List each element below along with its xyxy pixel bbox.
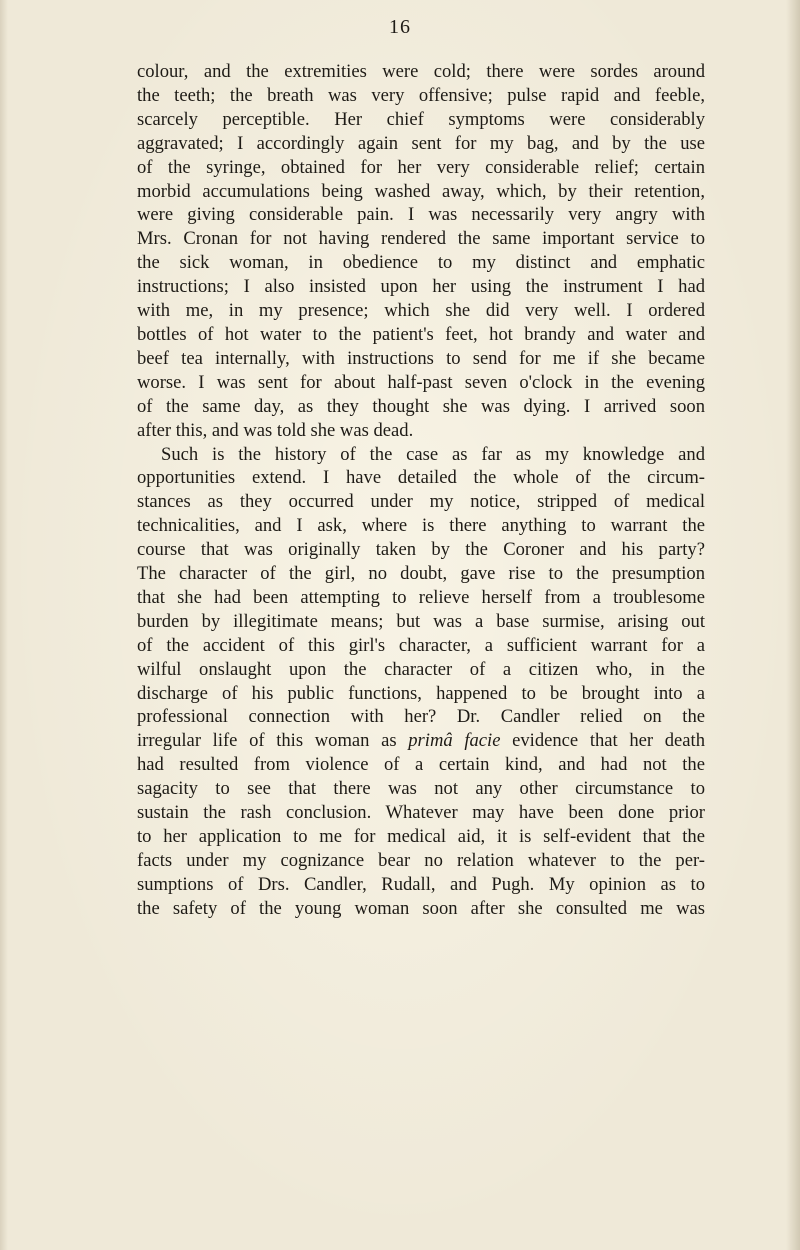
text-line: instructions; I also insisted upon her using the instrument I had: [137, 276, 705, 298]
page-right-shadow: [786, 0, 800, 1250]
text-line: of the same day, as they thought she was dying. I arrived soon: [137, 395, 705, 417]
italic-phrase: primâ facie: [408, 730, 501, 752]
text-line: technicalities, and I ask, where is there anything to warrant the: [137, 515, 705, 537]
text-line: morbid accumulations being washed away, which, by their retention,: [137, 180, 705, 202]
text-line: the safety of the young woman soon after she consulted me was: [137, 897, 705, 919]
text-segment: irregular life of this woman as: [137, 730, 397, 752]
paragraph-start-line: Such is the history of the case as far as my knowledge and: [161, 443, 705, 465]
text-line: sumptions of Drs. Candler, Rudall, and Pugh. My opinion as to: [137, 873, 705, 895]
text-line: of the syringe, obtained for her very considerable relief; certain: [137, 156, 705, 178]
text-line: sustain the rash conclusion. Whatever may have been done prior: [137, 802, 705, 824]
text-line: bottles of hot water to the patient's feet, hot brandy and water and: [137, 323, 705, 345]
text-line: beef tea internally, with instructions to send for me if she became: [137, 347, 705, 369]
text-line: stances as they occurred under my notice, stripped of medical: [137, 491, 705, 513]
text-line: The character of the girl, no doubt, gave rise to the presumption: [137, 563, 705, 585]
text-segment: evidence that her death: [512, 730, 705, 752]
text-line: worse. I was sent for about half-past seven o'clock in the evening: [137, 371, 705, 393]
text-line: of the accident of this girl's character, a sufficient warrant for a: [137, 634, 705, 656]
text-line: the teeth; the breath was very offensive; pulse rapid and feeble,: [137, 84, 705, 106]
text-line: had resulted from violence of a certain kind, and had not the: [137, 754, 705, 776]
text-line: professional connection with her? Dr. Candler relied on the: [137, 706, 705, 728]
text-line: discharge of his public functions, happened to be brought into a: [137, 682, 705, 704]
page-number: 16: [389, 16, 411, 38]
text-line: sagacity to see that there was not any other circumstance to: [137, 778, 705, 800]
text-line: course that was originally taken by the Coroner and his party?: [137, 539, 705, 561]
text-line: burden by illegitimate means; but was a base surmise, arising out: [137, 610, 705, 632]
text-line: opportunities extend. I have detailed the whole of the circum-: [137, 467, 705, 489]
body-text: [137, 60, 705, 921]
text-line: with me, in my presence; which she did very well. I ordered: [137, 300, 705, 322]
text-line: that she had been attempting to relieve herself from a troublesome: [137, 586, 705, 608]
text-line: the sick woman, in obedience to my distinct and emphatic: [137, 252, 705, 274]
text-line: were giving considerable pain. I was necessarily very angry with: [137, 204, 705, 226]
text-line: to her application to me for medical aid, it is self-evident that the: [137, 826, 705, 847]
text-line: colour, and the extremities were cold; there were sordes around: [137, 61, 705, 82]
text-line: aggravated; I accordingly again sent for my bag, and by the use: [137, 132, 705, 154]
text-line: after this, and was told she was dead.: [137, 419, 414, 441]
text-line: wilful onslaught upon the character of a citizen who, in the: [137, 658, 705, 680]
text-line: scarcely perceptible. Her chief symptoms were considerably: [137, 108, 705, 130]
text-line: facts under my cognizance bear no relation whatever to the per-: [137, 849, 705, 871]
page-left-shadow: [0, 0, 8, 1250]
text-line-with-italic: [137, 729, 705, 753]
text-line: Mrs. Cronan for not having rendered the same important service to: [137, 228, 705, 250]
